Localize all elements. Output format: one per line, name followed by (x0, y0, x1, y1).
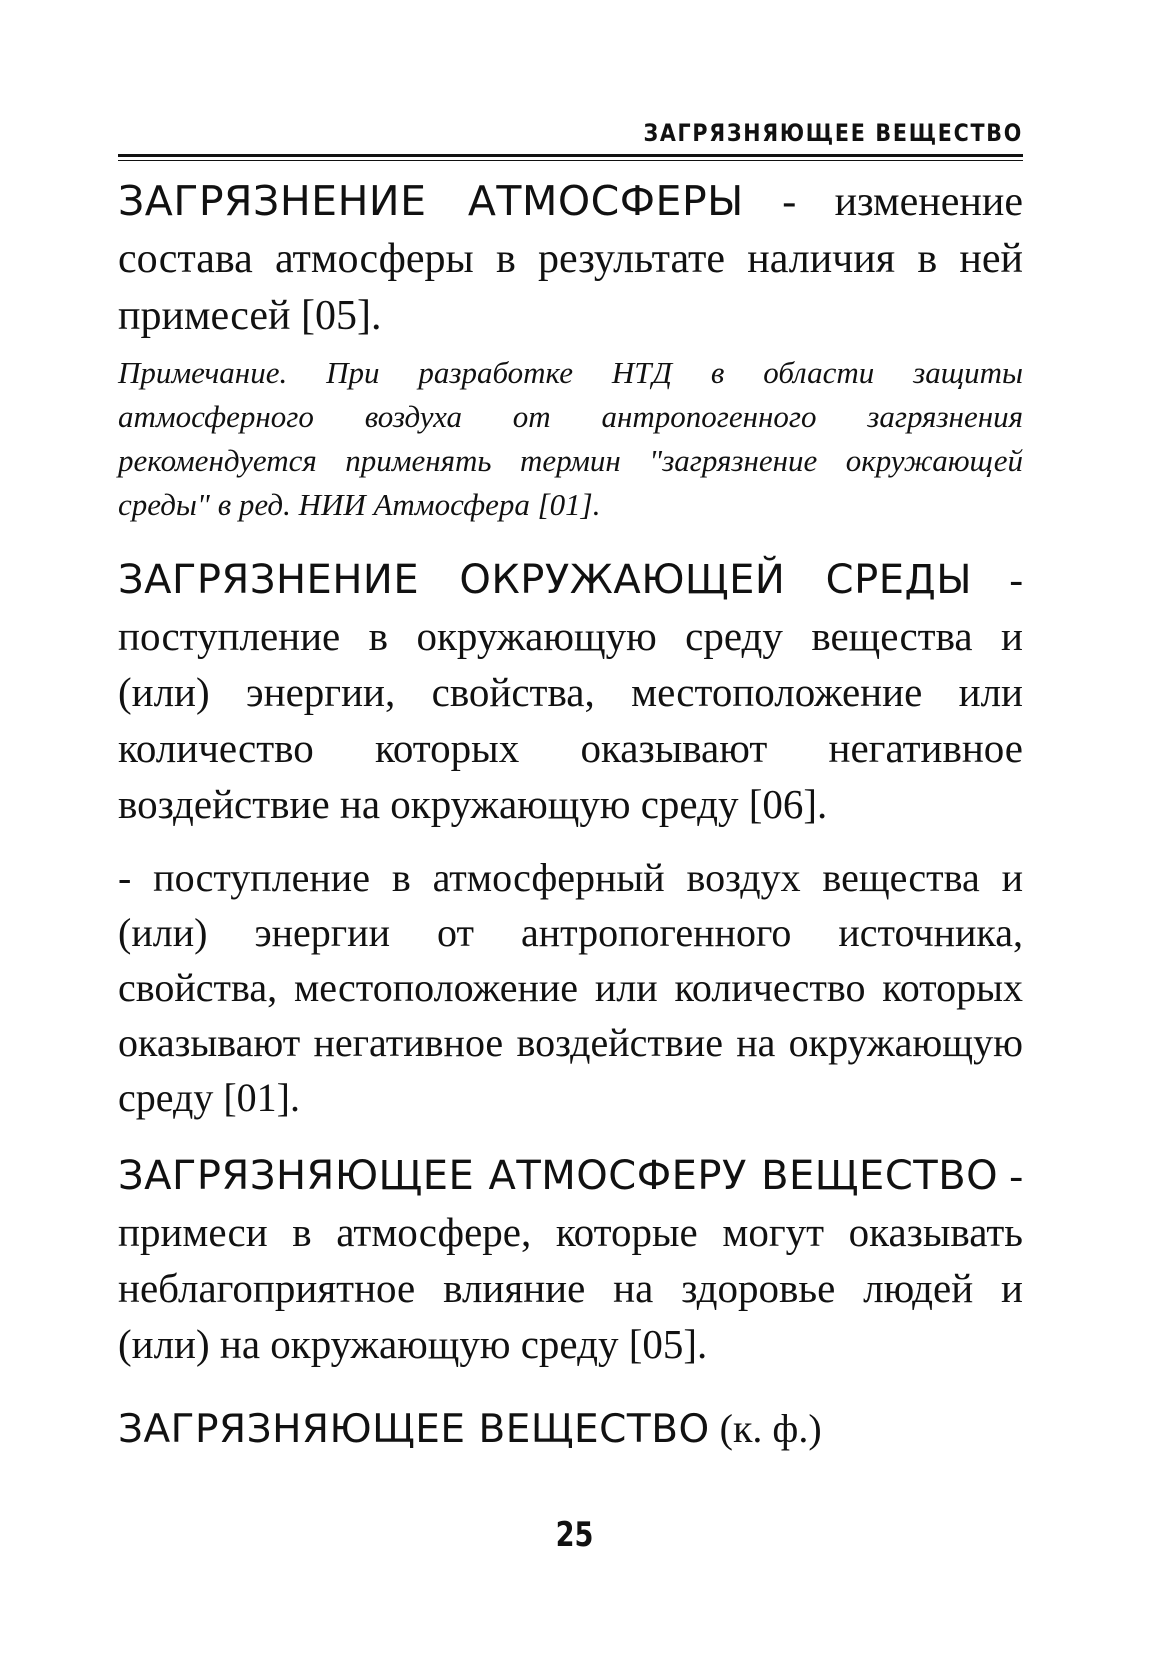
page-number: 25 (555, 1515, 594, 1555)
entry-atmosphere-pollution (118, 173, 1023, 345)
entry-definition: - примеси в атмосфере, которые могут оказывать неблагоприятное влияние на здоровье людей и (или) на окружающую среду [05]. (118, 1152, 1023, 1367)
header-rule-thin (118, 160, 1023, 161)
entry-pollutant (118, 1402, 1023, 1457)
entry-term: ЗАГРЯЗНЕНИЕ АТМОСФЕРЫ (118, 177, 744, 225)
entry-definition: - изменение состава атмосферы в результате наличия в ней примесей [05]. (118, 179, 1023, 339)
entry-atmospheric-pollutant (118, 1147, 1023, 1372)
entry-definition-alt: - поступление в атмосферный воздух вещества и (или) энергии от антропогенного источника, свойства, местоположение или количество которых оказывают негативное воздействие на окружающую среду [01]. (118, 855, 1023, 1120)
header-rule (118, 154, 1023, 157)
entry-environment-pollution (118, 551, 1023, 832)
running-title: ЗАГРЯЗНЯЮЩЕЕ ВЕЩЕСТВО (643, 119, 1023, 147)
entry-note: Примечание. При разработке НТД в области защиты атмосферного воздуха от антропогенного загрязнения рекомендуется применять термин "загрязнение окружающей среды" в ред. НИИ Атмосфера [01]. (118, 355, 1023, 522)
entry-term: ЗАГРЯЗНЕНИЕ ОКРУЖАЮЩЕЙ СРЕДЫ (118, 557, 973, 603)
entry-term: ЗАГРЯЗНЯЮЩЕЕ ВЕЩЕСТВО (118, 1407, 710, 1452)
entry-definition: - поступление в окружающую среду вещества и (или) энергии, свойства, местоположение или количество которых оказывают негативное воздействие на окружающую среду [06]. (118, 556, 1024, 827)
dictionary-page (118, 118, 1023, 1457)
entry-term: ЗАГРЯЗНЯЮЩЕЕ АТМОСФЕРУ ВЕЩЕСТВО (118, 1153, 999, 1199)
entry-definition: (к. ф.) (709, 1406, 822, 1451)
